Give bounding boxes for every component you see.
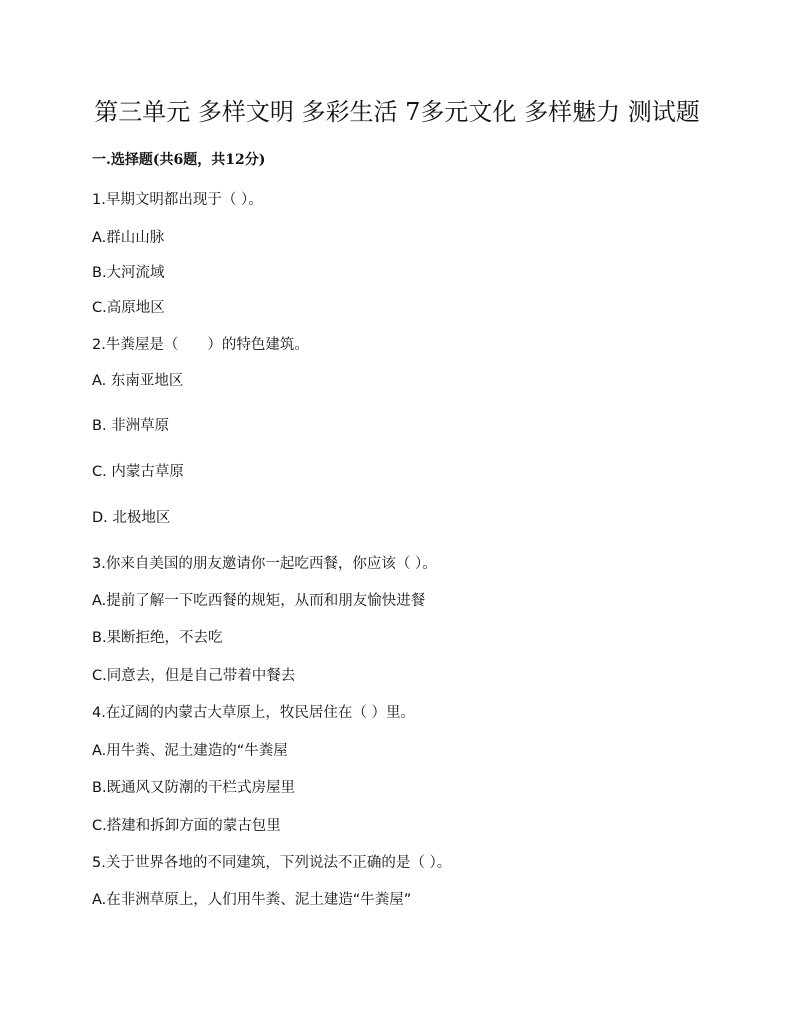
page-title: 第三单元 多样文明 多彩生活 7多元文化 多样魅力 测试题 <box>94 98 700 126</box>
question-3-option-c: C.同意去，但是自己带着中餐去 <box>92 668 296 684</box>
question-4-option-b: B.既通风又防潮的干栏式房屋里 <box>92 780 296 796</box>
question-4-stem: 4.在辽阔的内蒙古大草原上，牧民居住在（ ）里。 <box>92 705 415 721</box>
question-2-option-b: B. 非洲草原 <box>92 418 170 434</box>
question-3-option-a: A.提前了解一下吃西餐的规矩，从而和朋友愉快进餐 <box>92 593 426 609</box>
question-1-option-c: C.高原地区 <box>92 300 165 316</box>
question-4-option-a: A.用牛粪、泥土建造的“牛粪屋 <box>92 743 288 759</box>
question-2-option-d: D. 北极地区 <box>92 510 171 526</box>
question-5-option-a: A.在非洲草原上，人们用牛粪、泥土建造“牛粪屋” <box>92 892 412 908</box>
question-2-option-a: A. 东南亚地区 <box>92 373 184 389</box>
question-3-stem: 3.你来自美国的朋友邀请你一起吃西餐，你应该（ ）。 <box>92 556 437 572</box>
question-1-option-a: A.群山山脉 <box>92 230 165 246</box>
question-3-option-b: B.果断拒绝，不去吃 <box>92 630 223 646</box>
question-1-stem: 1.早期文明都出现于（ ）。 <box>92 192 263 208</box>
question-4-option-c: C.搭建和拆卸方面的蒙古包里 <box>92 818 281 834</box>
question-5-stem: 5.关于世界各地的不同建筑，下列说法不正确的是（ ）。 <box>92 855 452 871</box>
question-2-option-c: C. 内蒙古草原 <box>92 464 184 480</box>
question-2-stem: 2.牛粪屋是（ ）的特色建筑。 <box>92 337 309 353</box>
question-1-option-b: B.大河流域 <box>92 265 165 281</box>
section-heading: 一.选择题(共6题，共12分) <box>92 152 266 168</box>
